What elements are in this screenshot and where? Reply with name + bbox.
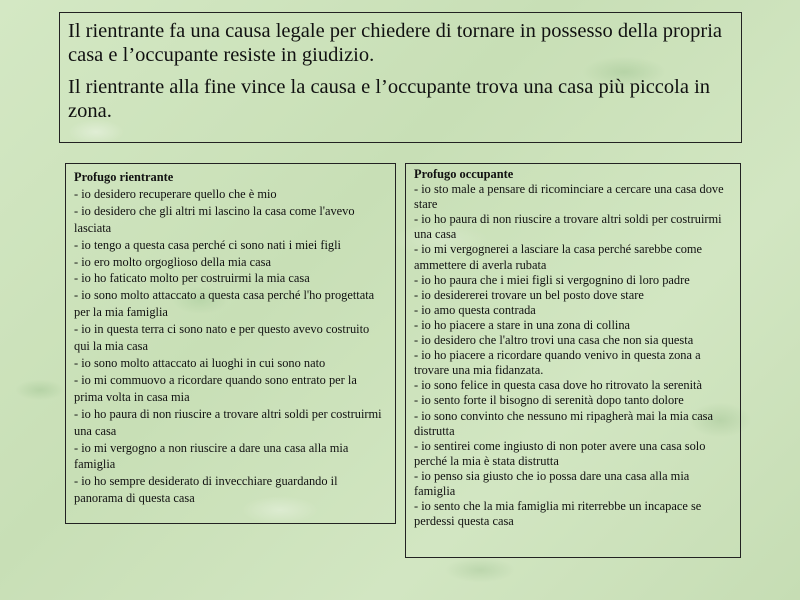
list-item: - io ho paura di non riuscire a trovare altri soldi per costruirmi una casa bbox=[74, 406, 382, 438]
list-item: - io sentirei come ingiusto di non poter avere una casa solo perché la mia è stata distrutta bbox=[414, 438, 706, 468]
list-item: - io sento forte il bisogno di serenità dopo tanto dolore bbox=[414, 393, 684, 408]
list-item: - io sono felice in questa casa dove ho ritrovato la serenità bbox=[414, 378, 702, 393]
occupying-refugee-title: Profugo occupante bbox=[414, 167, 514, 181]
intro-box bbox=[59, 12, 742, 143]
list-item: - io ho paura che i miei figli si vergognino di loro padre bbox=[414, 272, 690, 287]
list-item: - io ho faticato molto per costruirmi la mia casa bbox=[74, 271, 310, 286]
list-item: - io sono molto attaccato a questa casa perché l'ho progettata per la mia famiglia bbox=[74, 288, 375, 320]
list-item: - io desidero che gli altri mi lascino la casa come l'avevo lasciata bbox=[74, 203, 355, 235]
intro-paragraph: Il rientrante alla fine vince la causa e l’occupante trova una casa più piccola in zona. bbox=[68, 76, 711, 122]
list-item: - io ho piacere a stare in una zona di collina bbox=[414, 317, 631, 332]
list-item: - io amo questa contrada bbox=[414, 302, 536, 317]
list-item: - io mi vergognerei a lasciare la casa perché sarebbe come ammettere di averla rubata bbox=[414, 242, 703, 272]
list-item: - io mi vergogno a non riuscire a dare una casa alla mia famiglia bbox=[74, 440, 349, 472]
list-item: - io ho paura di non riuscire a trovare altri soldi per costruirmi una casa bbox=[414, 212, 722, 242]
returning-refugee-list bbox=[74, 186, 388, 507]
list-item: - io tengo a questa casa perché ci sono nati i miei figli bbox=[74, 237, 341, 252]
list-item: - io ho sempre desiderato di invecchiare guardando il panorama di questa casa bbox=[74, 474, 338, 506]
list-item: - io sono convinto che nessuno mi ripagherà mai la mia casa distrutta bbox=[414, 408, 714, 438]
intro-paragraph: Il rientrante fa una causa legale per chiedere di tornare in possesso della propria casa e l’occupante resiste in giudizio. bbox=[68, 20, 722, 66]
returning-refugee-box bbox=[65, 163, 396, 524]
occupying-refugee-box bbox=[405, 163, 741, 558]
list-item: - io penso sia giusto che io possa dare una casa alla mia famiglia bbox=[414, 468, 690, 498]
returning-refugee-title: Profugo rientrante bbox=[74, 170, 174, 184]
list-item: - io sono molto attaccato ai luoghi in cui sono nato bbox=[74, 355, 326, 370]
list-item: - io desidero che l'altro trovi una casa che non sia questa bbox=[414, 333, 694, 348]
list-item: - io ho piacere a ricordare quando venivo in questa zona a trovare una mia fidanzata. bbox=[414, 348, 701, 378]
list-item: - io sto male a pensare di ricominciare a cercare una casa dove stare bbox=[414, 182, 724, 212]
list-item: - io sento che la mia famiglia mi riterrebbe un incapace se perdessi questa casa bbox=[414, 499, 702, 529]
occupying-refugee-list bbox=[414, 182, 733, 529]
list-item: - io mi commuovo a ricordare quando sono entrato per la prima volta in casa mia bbox=[74, 372, 357, 404]
list-item: - io desidererei trovare un bel posto dove stare bbox=[414, 287, 644, 302]
list-item: - io in questa terra ci sono nato e per questo avevo costruito qui la mia casa bbox=[74, 322, 370, 354]
list-item: - io ero molto orgoglioso della mia casa bbox=[74, 254, 271, 269]
list-item: - io desidero recuperare quello che è mio bbox=[74, 186, 277, 201]
